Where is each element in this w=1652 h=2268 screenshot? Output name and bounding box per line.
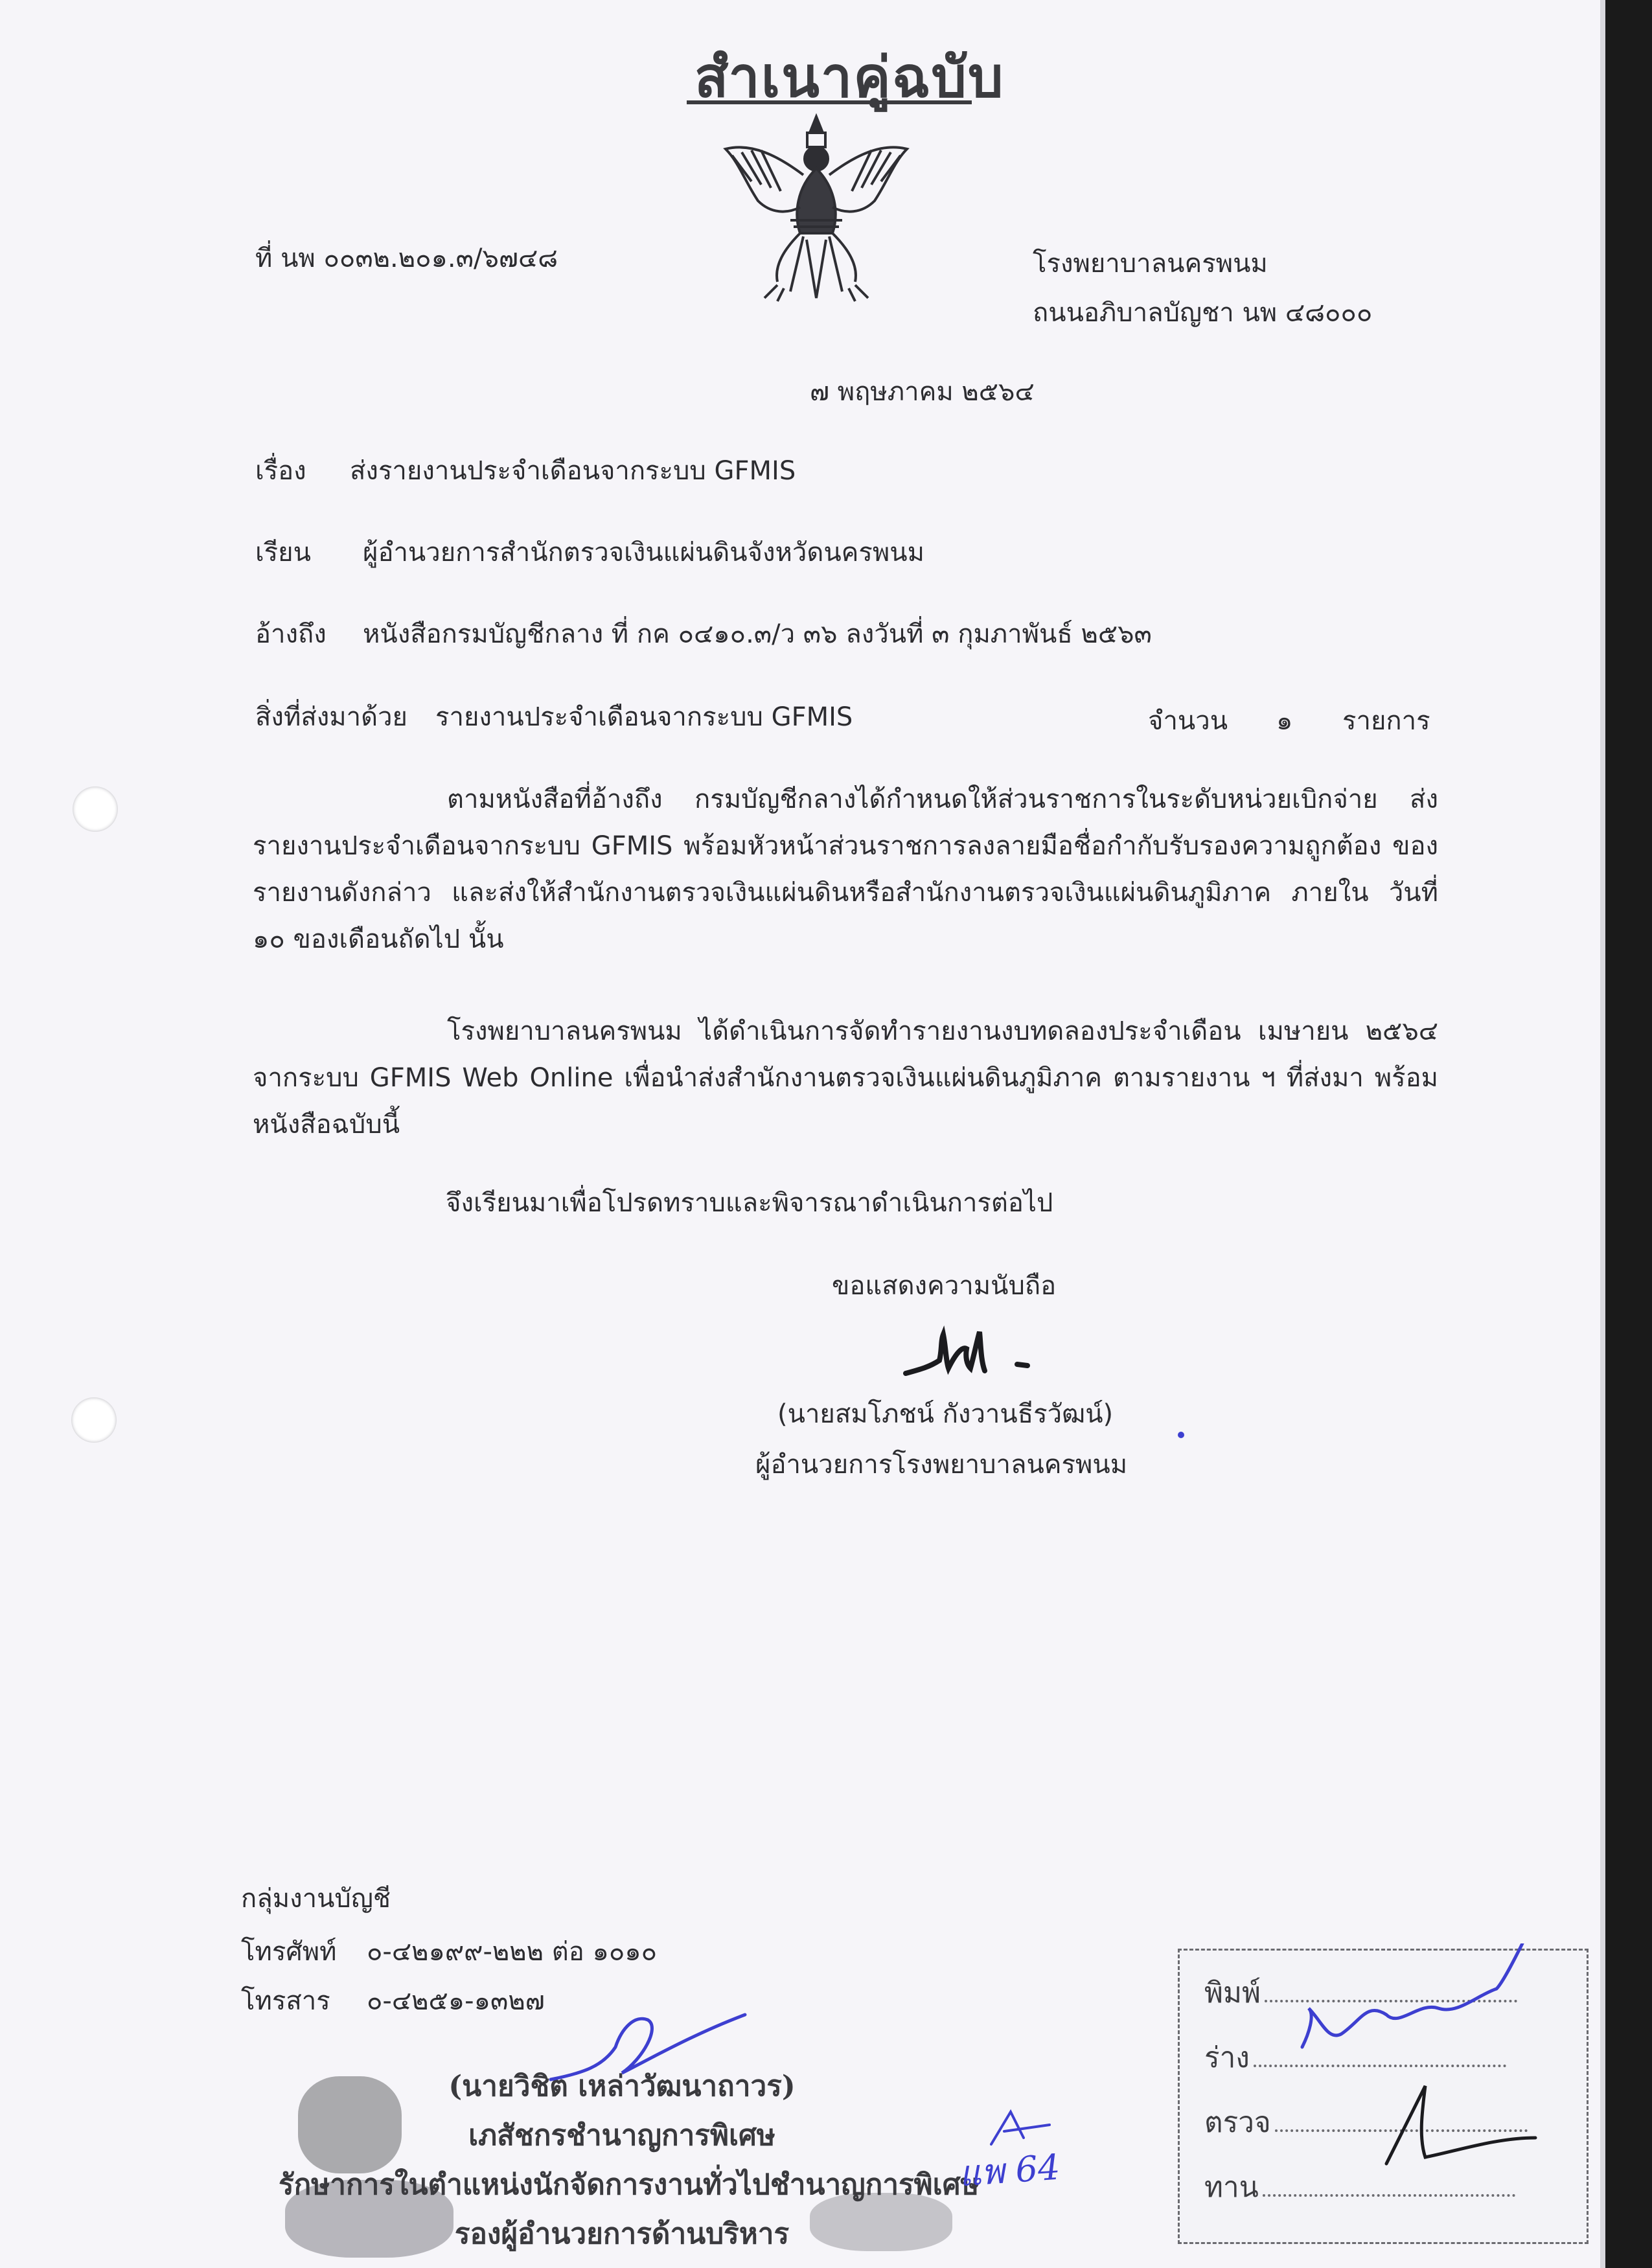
punch-hole-bottom xyxy=(71,1397,117,1443)
to-text: ผู้อำนวยการสำนักตรวจเงินแผ่นดินจังหวัดนครพนม xyxy=(363,538,924,567)
routing-initials xyxy=(1289,1943,1548,2177)
fax-number: ๐-๔๒๕๑-๑๓๒๗ xyxy=(367,1986,545,2016)
letter-date: ๗ พฤษภาคม ๒๕๖๔ xyxy=(810,377,1035,407)
drafter-position: เภสัชกรชำนาญการพิเศษ xyxy=(468,2119,775,2152)
scanner-background xyxy=(1605,0,1652,2268)
sender-address: ถนนอภิบาลบัญชา นพ ๔๘๐๐๐ xyxy=(1033,298,1373,328)
drafter-acting-role: รักษาการในตำแหน่งนักจัดการงานทั่วไปชำนาญการพิเศษ xyxy=(279,2168,980,2201)
reference-label: อ้างถึง xyxy=(255,619,327,649)
closing: ขอแสดงความนับถือ xyxy=(832,1271,1057,1301)
handwritten-mark xyxy=(985,2105,1062,2151)
body-paragraph-1: ตามหนังสือที่อ้างถึง กรมบัญชีกลางได้กำหนดให้ส่วนราชการในระดับหน่วยเบิกจ่าย ส่งรายงานประจำเดือนจากระบบ GFMIS พร้อมหัวหน้าส่วนราชการลงลายมือชื่อกำกับรับรองความถูกต้อง ของรายงานดังกล่าว และส่งให้สำนักงานตรวจเงินแผ่นดินหรือสำนักงานตรวจเงินแผ่นดินภูมิภาค ภายใน วันที่ ๑๐ ของเดือนถัดไป นั้น xyxy=(253,785,1438,954)
drafter-name: (นายวิชิต เหล่าวัฒนาถาวร) xyxy=(448,2070,796,2103)
routing-row-check: ตรวจ xyxy=(1204,2100,1528,2145)
drafter-deputy-role: รองผู้อำนวยการด้านบริหาร xyxy=(454,2217,790,2251)
page-edge-shadow xyxy=(1600,0,1605,2268)
handwritten-note: แพ 64 xyxy=(957,2146,1062,2195)
routing-row-review: ทาน xyxy=(1204,2164,1515,2210)
body-paragraph-3: จึงเรียนมาเพื่อโปรดทราบและพิจารณาดำเนินการต่อไป xyxy=(446,1188,1053,1218)
subject-label: เรื่อง xyxy=(255,456,306,486)
signer-title: ผู้อำนวยการโรงพยาบาลนครพนม xyxy=(755,1450,1128,1480)
body-paragraph-2: โรงพยาบาลนครพนม ได้ดำเนินการจัดทำรายงานงบทดลองประจำเดือน เมษายน ๒๕๖๔ จากระบบ GFMIS Web Online เพื่อนำส่งสำนักงานตรวจเงินแผ่นดินภูมิภาค ตามรายงาน ฯ ที่ส่งมา พร้อมหนังสือฉบับนี้ xyxy=(253,1016,1438,1140)
enclosure-qty-label: จำนวน xyxy=(1148,706,1228,736)
punch-hole-top xyxy=(73,786,118,832)
sender-name: โรงพยาบาลนครพนม xyxy=(1033,249,1268,279)
signer-name: (นายสมโภชน์ กังวานธีรวัฒน์) xyxy=(777,1399,1114,1429)
enclosure-text: รายงานประจำเดือนจากระบบ GFMIS xyxy=(435,702,853,732)
drafter-initials xyxy=(531,2002,764,2105)
fax-label: โทรสาร xyxy=(241,1986,330,2016)
enclosure-qty: ๑ xyxy=(1276,706,1293,736)
to-label: เรียน xyxy=(255,538,311,567)
reference-text: หนังสือกรมบัญชีกลาง ที่ กค ๐๔๑๐.๓/ว ๓๖ ลงวันที่ ๓ กุมภาพันธ์ ๒๕๖๓ xyxy=(363,619,1152,649)
enclosure-label: สิ่งที่ส่งมาด้วย xyxy=(255,702,407,732)
copy-stamp: สำเนาคู่ฉบับ xyxy=(694,45,1005,110)
garuda-emblem-icon xyxy=(713,104,920,311)
subject-text: ส่งรายงานประจำเดือนจากระบบ GFMIS xyxy=(350,456,796,486)
phone-number: ๐-๔๒๑๙๙-๒๒๒ ต่อ ๑๐๑๐ xyxy=(367,1937,658,1967)
routing-row-print: พิมพ์ xyxy=(1204,1970,1517,2015)
reference-number: ที่ นพ ๐๐๓๒.๒๐๑.๓/๖๗๔๘ xyxy=(255,244,558,273)
routing-row-draft: ร่าง xyxy=(1204,2035,1506,2080)
ink-dot xyxy=(1178,1432,1184,1438)
phone-label: โทรศัพท์ xyxy=(241,1937,337,1967)
enclosure-unit: รายการ xyxy=(1342,706,1430,736)
department-name: กลุ่มงานบัญชี xyxy=(241,1884,391,1914)
signature xyxy=(894,1315,1050,1386)
